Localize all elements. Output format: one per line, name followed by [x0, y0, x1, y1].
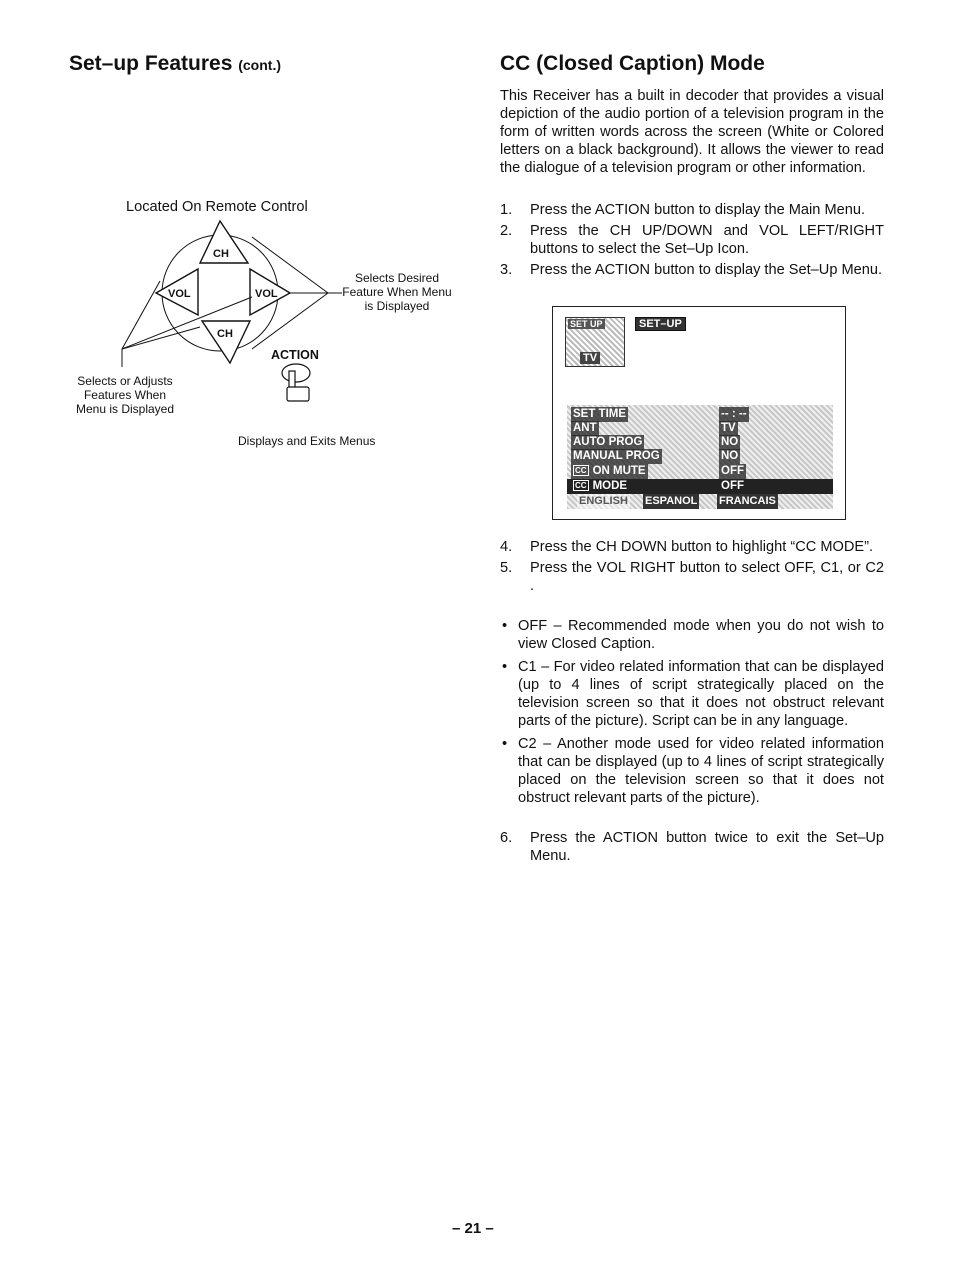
setup-menu-title: SET–UP: [635, 317, 686, 331]
menu-row-value: NO: [721, 436, 739, 448]
menu-row-value: -- : --: [721, 408, 747, 420]
menu-row-value: OFF: [721, 480, 744, 492]
bullet-text: C2 – Another mode used for video related information that can be displayed (up to 4 lines of script strategically placed on the television screen so that it does not obstruct relevant parts of the picture).: [518, 736, 884, 806]
language-english: ENGLISH: [579, 495, 628, 507]
bullet-mark: •: [502, 618, 508, 634]
step-text: Press the ACTION button to display the Main Menu.: [530, 202, 866, 218]
menu-row-languages: [567, 494, 833, 509]
menu-row-label: SET TIME: [573, 408, 627, 420]
step-text: Press the ACTION button twice to exit the Set–Up Menu.: [530, 830, 884, 864]
menu-row-ant: [567, 421, 833, 436]
mode-option-off: [500, 617, 884, 653]
cc-icon: CC: [575, 481, 587, 490]
step-text: Press the ACTION button to display the Set–Up Menu.: [530, 262, 883, 278]
menu-row-label: MODE: [592, 480, 628, 492]
setup-icon-tv: TV: [580, 352, 600, 364]
menu-row-auto-prog: [567, 435, 833, 450]
menu-row-label: ON MUTE: [592, 465, 646, 477]
section-heading-setup: [69, 52, 281, 76]
vol-right-label: VOL: [255, 288, 278, 300]
label-displays-exits: Displays and Exits Menus: [238, 434, 376, 448]
ch-up-label: CH: [213, 248, 229, 260]
bullet-mark: •: [502, 659, 508, 675]
bullet-mark: •: [502, 736, 508, 752]
step-number: 2.: [500, 223, 513, 239]
vol-left-label: VOL: [168, 288, 191, 300]
menu-row-value: NO: [721, 450, 739, 462]
tv-screen-figure: [552, 306, 846, 520]
label-selects-adjusts: Selects or Adjusts Features When Menu is Displayed: [75, 374, 175, 416]
step-item: [500, 222, 884, 258]
remote-figure-caption: Located On Remote Control: [126, 199, 308, 215]
menu-row-cc-mode-highlighted: [567, 479, 833, 494]
intro-paragraph: This Receiver has a built in decoder that provides a visual depiction of the audio portion of a television program in the form of written words across the screen (White or Colored letters on a black background). It allows the viewer to read the dialogue of a television program or other information.: [500, 88, 884, 176]
setup-menu-list: [567, 405, 833, 509]
setup-menu-icon: [565, 317, 625, 367]
heading-main: Set–up Features: [69, 52, 233, 75]
step-item: [500, 829, 884, 865]
step-text: Press the CH UP/DOWN and VOL LEFT/RIGHT buttons to select the Set–Up Icon.: [530, 223, 884, 257]
step-item: [500, 261, 884, 279]
menu-row-set-time: [567, 407, 833, 422]
menu-row-label: MANUAL PROG: [573, 450, 660, 462]
menu-row-manual-prog: [567, 449, 833, 464]
label-action: ACTION: [271, 348, 319, 362]
menu-row-label: ANT: [573, 422, 597, 434]
step-number: 1.: [500, 202, 513, 218]
label-selects-desired: Selects Desired Feature When Menu is Displayed: [342, 271, 452, 313]
language-espanol: ESPANOL: [645, 495, 698, 507]
step-number: 3.: [500, 262, 513, 278]
mode-options-list: [500, 617, 884, 812]
step-number: 6.: [500, 830, 513, 846]
step-item: [500, 201, 884, 219]
page-number: – 21 –: [452, 1220, 494, 1237]
ch-down-label: CH: [217, 328, 233, 340]
step-item: [500, 559, 884, 595]
mode-option-c1: [500, 658, 884, 730]
steps-list-b: [500, 538, 884, 598]
mode-option-c2: [500, 735, 884, 807]
cc-icon: CC: [575, 466, 587, 475]
setup-icon-label: SET UP: [570, 319, 603, 329]
action-hand-icon: [282, 364, 310, 401]
language-francais: FRANCAIS: [719, 495, 776, 507]
step-number: 5.: [500, 560, 513, 576]
step-number: 4.: [500, 539, 513, 555]
heading-suffix: (cont.): [238, 57, 281, 73]
menu-row-value: TV: [721, 422, 736, 434]
steps-list-a: [500, 201, 884, 282]
menu-row-cc-on-mute: [567, 464, 833, 479]
bullet-text: OFF – Recommended mode when you do not wish to view Closed Caption.: [518, 618, 884, 652]
section-heading-cc: CC (Closed Caption) Mode: [500, 52, 765, 75]
pointer-line-vol-left: [122, 281, 160, 349]
step-text: Press the CH DOWN button to highlight “CC MODE”.: [530, 539, 874, 555]
menu-row-label: AUTO PROG: [573, 436, 643, 448]
step-item: [500, 538, 884, 556]
pointer-line-ch: [122, 327, 200, 349]
step-text: Press the VOL RIGHT button to select OFF, C1, or C2 .: [530, 560, 884, 594]
bullet-text: C1 – For video related information that can be displayed (up to 4 lines of script strategically placed on the television screen so that it does not obstruct relevant parts of the picture). Script can be in any language.: [518, 659, 884, 729]
steps-list-c: [500, 829, 884, 868]
menu-row-value: OFF: [721, 465, 744, 477]
